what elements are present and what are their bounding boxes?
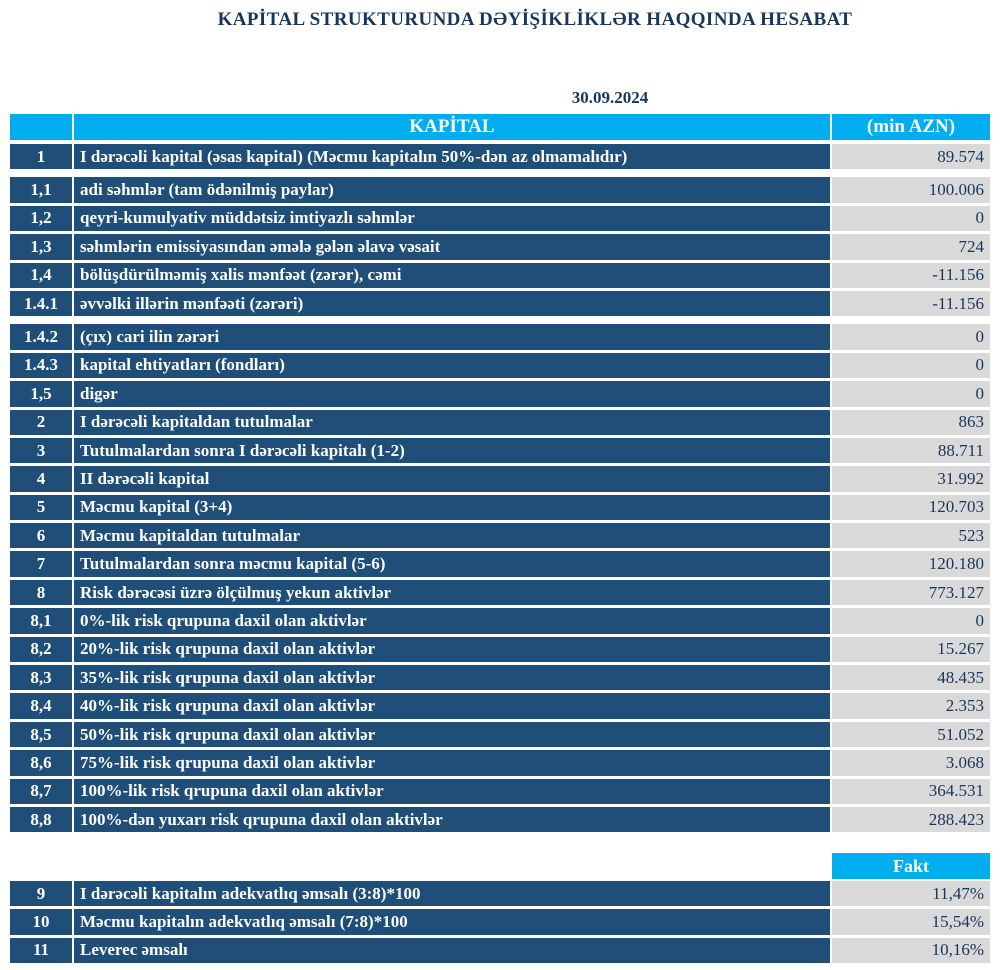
row-value-cell: 51.052 — [832, 722, 990, 747]
ratios-table — [10, 853, 990, 966]
row-value-cell: 120.703 — [832, 495, 990, 520]
row-value-cell: 288.423 — [832, 807, 990, 832]
row-number-cell: 5 — [10, 495, 72, 520]
row-value-cell: 15.267 — [832, 637, 990, 662]
row-value-cell: 31.992 — [832, 466, 990, 491]
row-number-cell: 1.4.1 — [10, 291, 72, 316]
table-row — [10, 580, 990, 605]
row-label-cell: Məcmu kapitalın adekvatlıq əmsalı (7:8)*100 — [74, 909, 830, 934]
row-label-cell: 75%-lik risk qrupuna daxil olan aktivlər — [74, 750, 830, 775]
row-label-cell: digər — [74, 381, 830, 406]
table-row — [10, 637, 990, 662]
row-number-cell: 1.4.3 — [10, 353, 72, 378]
table-row — [10, 466, 990, 491]
row-label-cell: səhmlərin emissiyasından əmələ gələn əlavə vəsait — [74, 234, 830, 259]
table-row — [10, 263, 990, 288]
row-label-cell: Risk dərəcəsi üzrə ölçülmuş yekun aktivlər — [74, 580, 830, 605]
table-row — [10, 750, 990, 775]
table-row — [10, 881, 990, 906]
table-row — [10, 665, 990, 690]
row-value-cell: 364.531 — [832, 779, 990, 804]
row-value-cell: 3.068 — [832, 750, 990, 775]
row-number-cell: 1,5 — [10, 381, 72, 406]
row-value-cell: 724 — [832, 234, 990, 259]
row-label-cell: II dərəcəli kapital — [74, 466, 830, 491]
table-row — [10, 779, 990, 804]
row-number-cell: 1.4.2 — [10, 324, 72, 349]
table-row — [10, 324, 990, 349]
row-number-cell: 2 — [10, 410, 72, 435]
row-label-cell: 50%-lik risk qrupuna daxil olan aktivlər — [74, 722, 830, 747]
row-value-cell: 88.711 — [832, 438, 990, 463]
row-label-cell: 100%-dən yuxarı risk qrupuna daxil olan aktivlər — [74, 807, 830, 832]
row-number-cell: 1 — [10, 144, 72, 169]
table-row — [10, 608, 990, 633]
row-value-cell: 2.353 — [832, 693, 990, 718]
row-value-cell: -11.156 — [832, 263, 990, 288]
row-label-cell: I dərəcəli kapital (əsas kapital) (Məcmu kapitalın 50%-dən az olmamalıdır) — [74, 144, 830, 169]
row-label-cell: I dərəcəli kapitalın adekvatlıq əmsalı (3:8)*100 — [74, 881, 830, 906]
capital-table-header-row — [10, 114, 990, 140]
ratios-header-row — [10, 853, 990, 879]
row-value-cell: -11.156 — [832, 291, 990, 316]
row-value-cell: 0 — [832, 324, 990, 349]
table-row — [10, 722, 990, 747]
table-row — [10, 909, 990, 934]
row-value-cell: 0 — [832, 353, 990, 378]
row-value-cell: 10,16% — [832, 938, 990, 963]
row-value-cell: 863 — [832, 410, 990, 435]
row-label-cell: Leverec əmsalı — [74, 938, 830, 963]
ratios-table-body — [10, 881, 990, 963]
row-value-cell: 100.006 — [832, 177, 990, 202]
capital-table-body — [10, 144, 990, 832]
table-row — [10, 206, 990, 231]
table-row — [10, 291, 990, 316]
row-number-cell: 1,1 — [10, 177, 72, 202]
fakt-header-cell: Fakt — [832, 853, 990, 879]
row-number-cell: 1,2 — [10, 206, 72, 231]
table-row — [10, 234, 990, 259]
row-label-cell: 100%-lik risk qrupuna daxil olan aktivlər — [74, 779, 830, 804]
table-row — [10, 551, 990, 576]
row-number-cell: 8,3 — [10, 665, 72, 690]
table-row — [10, 177, 990, 202]
row-value-cell: 523 — [832, 523, 990, 548]
row-label-cell: qeyri-kumulyativ müddətsiz imtiyazlı səhmlər — [74, 206, 830, 231]
header-number-cell — [10, 114, 72, 140]
table-row — [10, 353, 990, 378]
table-row — [10, 144, 990, 169]
row-label-cell: Məcmu kapital (3+4) — [74, 495, 830, 520]
row-label-cell: 20%-lik risk qrupuna daxil olan aktivlər — [74, 637, 830, 662]
row-number-cell: 8,4 — [10, 693, 72, 718]
row-value-cell: 11,47% — [832, 881, 990, 906]
row-number-cell: 1,3 — [10, 234, 72, 259]
table-row — [10, 410, 990, 435]
row-label-cell: bölüşdürülməmiş xalis mənfəət (zərər), cəmi — [74, 263, 830, 288]
row-label-cell: əvvəlki illərin mənfəəti (zərəri) — [74, 291, 830, 316]
row-label-cell: (çıx) cari ilin zərəri — [74, 324, 830, 349]
row-label-cell: 0%-lik risk qrupuna daxil olan aktivlər — [74, 608, 830, 633]
row-value-cell: 48.435 — [832, 665, 990, 690]
row-number-cell: 8,6 — [10, 750, 72, 775]
row-value-cell: 120.180 — [832, 551, 990, 576]
ratios-header-spacer — [10, 853, 832, 879]
report-title: KAPİTAL STRUKTURUNDA DƏYİŞİKLİKLƏR HAQQINDA HESABAT — [217, 9, 853, 30]
row-value-cell: 0 — [832, 206, 990, 231]
row-label-cell: kapital ehtiyatları (fondları) — [74, 353, 830, 378]
report-date: 30.09.2024 — [571, 88, 649, 107]
row-value-cell: 0 — [832, 608, 990, 633]
row-label-cell: 35%-lik risk qrupuna daxil olan aktivlər — [74, 665, 830, 690]
row-number-cell: 8,7 — [10, 779, 72, 804]
row-label-cell: adi səhmlər (tam ödənilmiş paylar) — [74, 177, 830, 202]
row-value-cell: 89.574 — [832, 144, 990, 169]
row-number-cell: 1,4 — [10, 263, 72, 288]
row-number-cell: 8,8 — [10, 807, 72, 832]
row-number-cell: 3 — [10, 438, 72, 463]
table-row — [10, 381, 990, 406]
row-value-cell: 0 — [832, 381, 990, 406]
row-label-cell: Məcmu kapitaldan tutulmalar — [74, 523, 830, 548]
table-row — [10, 938, 990, 963]
row-number-cell: 8,5 — [10, 722, 72, 747]
row-number-cell: 11 — [10, 938, 72, 963]
row-label-cell: 40%-lik risk qrupuna daxil olan aktivlər — [74, 693, 830, 718]
row-number-cell: 8,2 — [10, 637, 72, 662]
row-number-cell: 8 — [10, 580, 72, 605]
row-label-cell: Tutulmalardan sonra I dərəcəli kapitalı (1-2) — [74, 438, 830, 463]
row-number-cell: 9 — [10, 881, 72, 906]
table-row — [10, 693, 990, 718]
header-kapital-cell: KAPİTAL — [74, 114, 830, 140]
row-label-cell: I dərəcəli kapitaldan tutulmalar — [74, 410, 830, 435]
row-value-cell: 773.127 — [832, 580, 990, 605]
row-number-cell: 4 — [10, 466, 72, 491]
row-number-cell: 8,1 — [10, 608, 72, 633]
capital-table — [10, 114, 990, 835]
row-number-cell: 6 — [10, 523, 72, 548]
table-row — [10, 495, 990, 520]
table-row — [10, 438, 990, 463]
row-number-cell: 7 — [10, 551, 72, 576]
table-row — [10, 523, 990, 548]
row-number-cell: 10 — [10, 909, 72, 934]
row-value-cell: 15,54% — [832, 909, 990, 934]
table-row — [10, 807, 990, 832]
header-min-azn-cell: (min AZN) — [832, 114, 990, 140]
row-label-cell: Tutulmalardan sonra məcmu kapital (5-6) — [74, 551, 830, 576]
